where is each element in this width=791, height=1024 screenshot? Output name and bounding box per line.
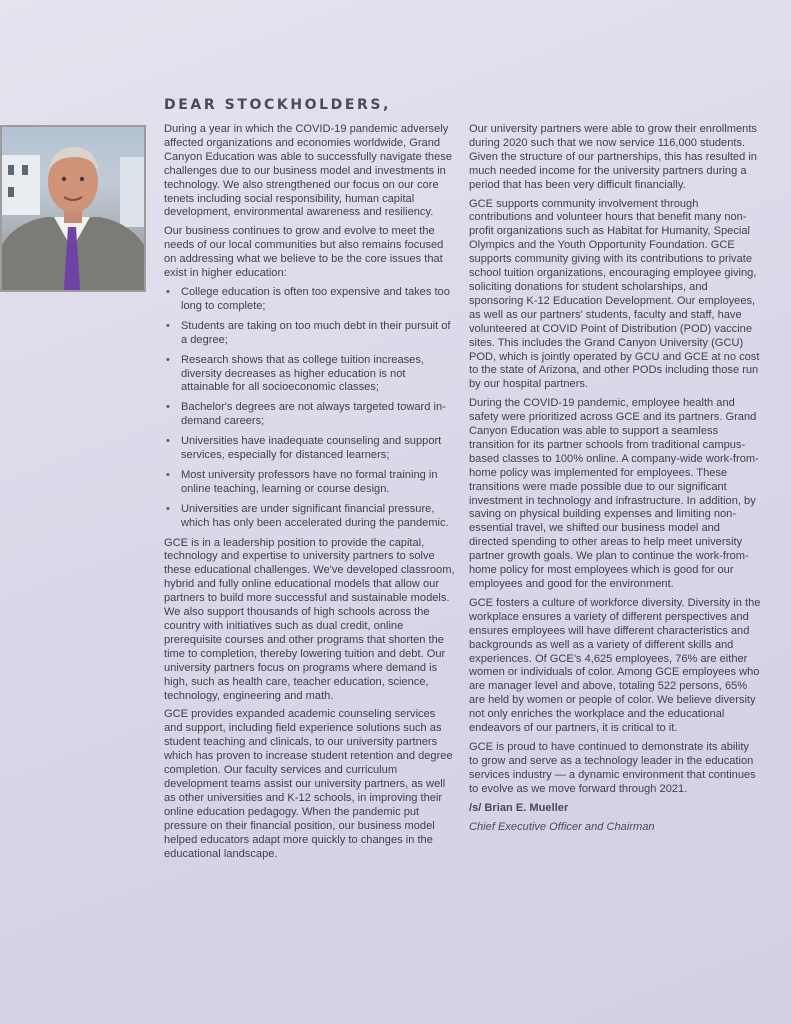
bullet-icon: •: [166, 285, 170, 298]
executive-portrait: [0, 125, 146, 292]
leadership-paragraph: GCE is in a leadership position to provide the capital, technology and expertise to university partners to solve these educational challenges. We've developed classroom, hybrid and fully online educational models that allow our partners to build more successful and sustainable models. We also support thousands of high schools across the country with initiatives such as dual credit, online prerequisite courses and other programs that shorten the time to completion, thereby lowering tuition and debt. Our university partners focus on programs where demand is high, such as health care, teacher education, science, technology, engineering and math.: [164, 536, 455, 702]
counseling-paragraph: GCE provides expanded academic counseling services and support, including field experience solutions such as student teaching and clinicals, to our university partners which has proven to increase student retention and degree completion. Our faculty services and curriculum development teams assist our university partners, as well as other universities and K-12 schools, in improving their online education pedagogy. When the pandemic put pressure on their financial position, our business model helped educators adapt more quickly to changes in the educational landscape.: [164, 708, 453, 860]
core-issues-list: [164, 286, 456, 531]
list-item: [164, 320, 456, 348]
list-item: [164, 401, 456, 429]
list-item: [164, 503, 456, 531]
bullet-icon: •: [166, 502, 170, 515]
bullet-icon: •: [166, 401, 170, 414]
right-column: [469, 123, 761, 839]
enrollment-paragraph: Our university partners were able to grow their enrollments during 2020 such that we now service 116,000 students. Given the structure of our partnerships, this has resulted in much needed income for the university partners during a period that has been very difficult financially.: [469, 123, 757, 191]
list-item-text: College education is often too expensive and takes too long to complete;: [181, 285, 450, 312]
closing-paragraph: GCE is proud to have continued to demonstrate its ability to grow and serve as a technology leader in the education services industry — a dynamic environment that continues to evolve as we move forward through 2021.: [469, 740, 756, 795]
list-item-text: Research shows that as college tuition increases, diversity decreases as higher education is not attainable for all socioeconomic classes;: [181, 353, 424, 394]
left-column: [164, 123, 456, 866]
growth-paragraph: Our business continues to grow and evolve to meet the needs of our local communities but also remains focused on addressing what we believe to be the core issues that exist in higher education:: [164, 225, 444, 280]
list-item: [164, 286, 456, 314]
pandemic-paragraph: During the COVID-19 pandemic, employee health and safety were prioritized across GCE and its partners. Grand Canyon Education was able to support a seamless transition for its partner schools from traditional campus-based classes to 100% online. A company-wide work-from-home policy was implemented for employees. These transitions were made possible due to our significant investment in technology and infrastructure. In addition, by saving on physical building expenses and limiting non-essential travel, we shifted our business model and directed spending to other areas to help meet university partner growth goals. We plan to continue the work-from-home policy for most employees which is good for our employees and good for the environment.: [469, 397, 759, 590]
list-item-text: Universities are under significant financial pressure, which has only been accelerated during the pandemic.: [181, 502, 449, 529]
page-heading: DEAR STOCKHOLDERS,: [164, 97, 392, 113]
list-item: [164, 354, 456, 396]
list-item: [164, 469, 456, 497]
bullet-icon: •: [166, 468, 170, 481]
bullet-icon: •: [166, 319, 170, 332]
list-item-text: Universities have inadequate counseling and support services, especially for distanced learners;: [181, 435, 442, 462]
bullet-icon: •: [166, 435, 170, 448]
list-item-text: Most university professors have no formal training in online teaching, learning or course design.: [181, 468, 438, 495]
list-item-text: Students are taking on too much debt in their pursuit of a degree;: [181, 319, 451, 346]
portrait-illustration: [2, 127, 144, 290]
signature-title: Chief Executive Officer and Chairman: [469, 820, 655, 833]
bullet-icon: •: [166, 353, 170, 366]
diversity-paragraph: GCE fosters a culture of workforce diversity. Diversity in the workplace ensures a variety of different perspectives and ensures employees will have different characteristics and backgrounds as well as a variety of different skills and experiences. Of GCE's 4,625 employees, 76% are either women or individuals of color. Among GCE employees who are manager level and above, totaling 522 persons, 65% are held by women or people of color. We believe diversity not only enriches the workplace and the educational endeavors of our partners, it is critical to it.: [469, 596, 761, 735]
intro-paragraph: During a year in which the COVID-19 pandemic adversely affected organizations and economies worldwide, Grand Canyon Education was able to successfully navigate these challenges due to our business model and investments in technology. We also strengthened our focus on our core tenets including social responsibility, human capital development, environmental awareness and resiliency.: [164, 123, 452, 219]
list-item-text: Bachelor's degrees are not always targeted toward in-demand careers;: [181, 401, 446, 428]
signature-name: /s/ Brian E. Mueller: [469, 801, 569, 814]
list-item: [164, 435, 456, 463]
community-paragraph: GCE supports community involvement through contributions and volunteer hours that benefit many non-profit organizations such as Habitat for Humanity, Special Olympics and the Youth Opportunity Foundation. GCE supports community giving with its contributions to private school tuition organizations, encouraging employee giving, soliciting donations for student scholarships, and sponsoring K-12 Education Development. Our employees, as well as our partners' students, faculty and staff, have volunteered at COVID Point of Distribution (POD) vaccine sites. This includes the Grand Canyon University (GCU) POD, which is jointly operated by GCU and GCE at no cost to the state of Arizona, and other PODs including those run by our hospital partners.: [469, 197, 760, 391]
